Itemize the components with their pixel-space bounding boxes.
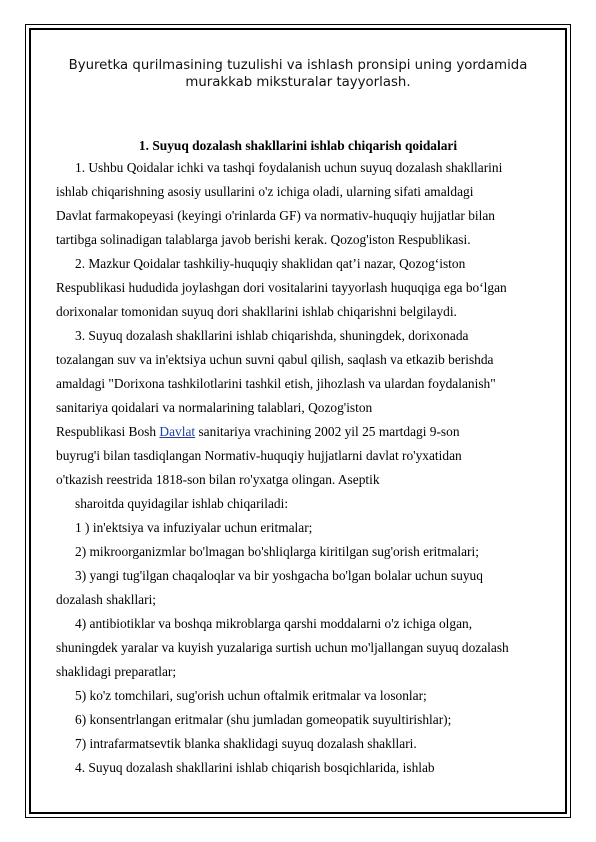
- list-item: 6) konsentrlangan eritmalar (shu jumladan gomeopatik suyultirishlar);: [75, 712, 452, 727]
- paragraph-line: tozalangan suv va in'ektsiya uchun suvni qabul qilish, saqlash va etkazib berishda: [56, 352, 494, 367]
- list-item: 2) mikroorganizmlar bo'lmagan bo'shliqlarga kiritilgan sug'orish eritmalari;: [75, 544, 479, 559]
- list-item-continuation: shuningdek yaralar va kuyish yuzalariga surtish uchun mo'ljallangan suyuq dozalash: [56, 640, 509, 655]
- paragraph-line: Respublikasi hududida joylashgan dori vositalarini tayyorlash huquqiga ega bo‘lgan: [56, 280, 507, 295]
- paragraph-line-with-link: [56, 423, 460, 441]
- davlat-link[interactable]: Davlat: [159, 424, 196, 439]
- paragraph-line: buyrug'i bilan tasdiqlangan Normativ-huquqiy hujjatlarni davlat ro'yxatidan: [56, 448, 462, 463]
- paragraph-line: ishlab chiqarishning asosiy usullarini o'z ichiga oladi, ularning sifati amaldagi: [56, 184, 474, 199]
- paragraph-line: sanitariya qoidalari va normalarining talablari, Qozog'iston: [56, 400, 373, 415]
- link-line-after: sanitariya vrachining 2002 yil 25 martdagi 9-son: [195, 424, 460, 439]
- paragraph-line: Davlat farmakopeyasi (keyingi o'rinlarda GF) va normativ-huquqiy hujjatlar bilan: [56, 208, 495, 223]
- list-item: 5) ko'z tomchilari, sug'orish uchun oftalmik eritmalar va losonlar;: [75, 688, 427, 703]
- paragraph-line: amaldagi "Dorixona tashkilotlarini tashkil etish, jihozlash va ulardan foydalanish": [56, 376, 496, 391]
- list-item: 4) antibiotiklar va boshqa mikroblarga qarshi moddalarni o'z ichiga olgan,: [75, 616, 473, 631]
- list-item-continuation: shaklidagi preparatlar;: [56, 664, 177, 679]
- paragraph-line: 1. Ushbu Qoidalar ichki va tashqi foydalanish uchun suyuq dozalash shakllarini: [75, 160, 503, 175]
- list-item: 7) intrafarmatsevtik blanka shaklidagi suyuq dozalash shakllari.: [75, 736, 417, 751]
- paragraph-line: 2. Mazkur Qoidalar tashkiliy-huquqiy shaklidan qat’i nazar, Qozog‘iston: [75, 256, 466, 271]
- paragraph-line: o'tkazish reestrida 1818-son bilan ro'yxatga olingan. Aseptik: [56, 472, 380, 487]
- list-item: 3) yangi tug'ilgan chaqaloqlar va bir yoshgacha bo'lgan bolalar uchun suyuq: [75, 568, 483, 583]
- document-title: Byuretka qurilmasining tuzulishi va ishlash pronsipi uning yordamida murakkab miksturalar tayyorlash.: [68, 58, 528, 90]
- paragraph-line: 4. Suyuq dozalash shakllarini ishlab chiqarish bosqichlarida, ishlab: [75, 760, 435, 775]
- link-line-before: Respublikasi Bosh: [56, 424, 160, 439]
- paragraph-line: 3. Suyuq dozalash shakllarini ishlab chiqarishda, shuningdek, dorixonada: [75, 328, 469, 343]
- list-item-continuation: dozalash shakllari;: [56, 592, 157, 607]
- paragraph-line: dorixonalar tomonidan suyuq dori shakllarini ishlab chiqarishni belgilaydi.: [56, 304, 457, 319]
- list-item: 1 ) in'ektsiya va infuziyalar uchun eritmalar;: [75, 520, 313, 535]
- section-heading: 1. Suyuq dozalash shakllarini ishlab chiqarish qoidalari: [138, 138, 458, 153]
- paragraph-line: sharoitda quyidagilar ishlab chiqariladi:: [75, 496, 289, 511]
- paragraph-line: tartibga solinadigan talablarga javob berishi kerak. Qozog'iston Respublikasi.: [56, 232, 471, 247]
